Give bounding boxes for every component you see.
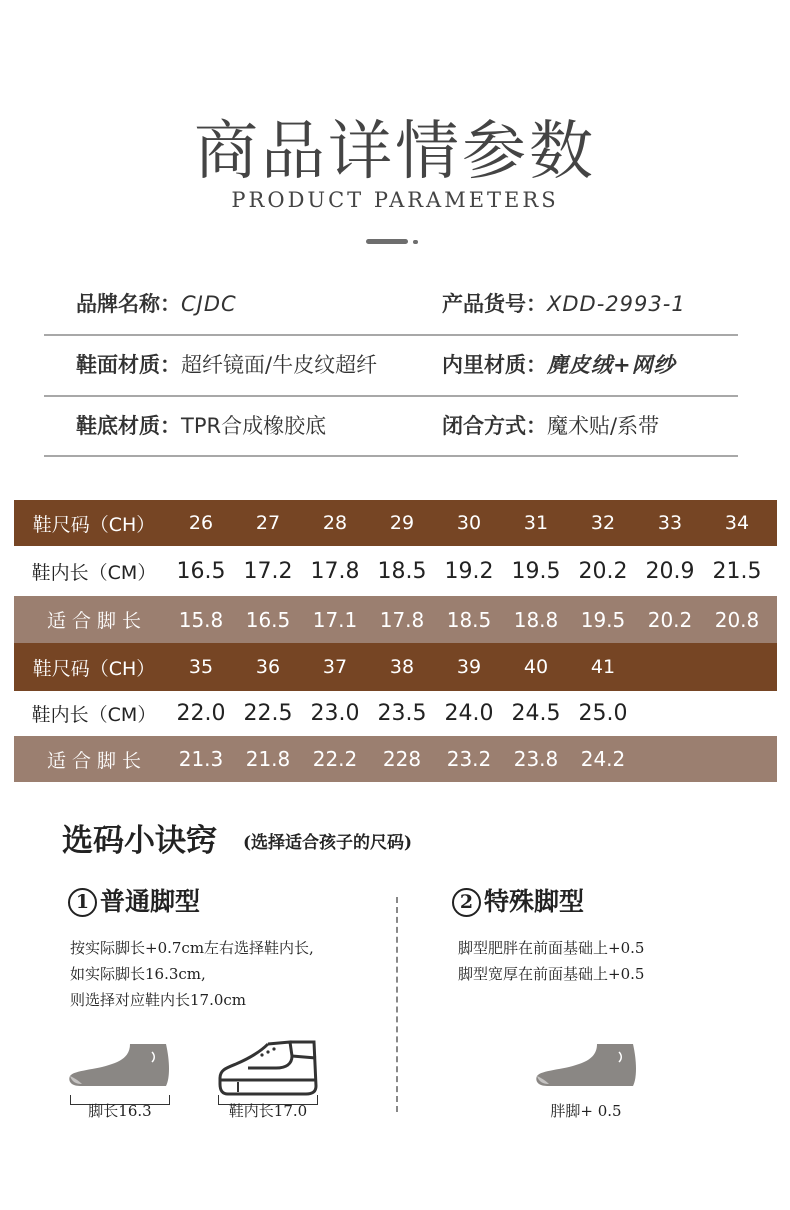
normal-foot-title-text: 普通脚型 <box>100 887 201 916</box>
normal-foot-notes <box>70 935 314 1013</box>
row-label: 适 合 脚 长 <box>46 610 142 632</box>
inner-length-cell: 21.5 <box>712 558 762 584</box>
inner-length-row <box>14 691 777 736</box>
param-label: 鞋面材质： <box>76 353 181 377</box>
title-divider <box>366 239 408 244</box>
foot-length-cell: 20.2 <box>647 607 693 632</box>
row-label: 适 合 脚 长 <box>46 749 142 772</box>
size-cell: 26 <box>188 512 214 534</box>
param-value: TPR合成橡胶底 <box>181 414 327 438</box>
param-row-3 <box>44 396 738 457</box>
foot-length-cell: 24.2 <box>580 747 626 771</box>
inner-length-cell: 17.2 <box>243 558 293 584</box>
size-cell: 34 <box>724 512 750 534</box>
param-label: 产品货号： <box>442 292 547 316</box>
size-cell: 31 <box>523 512 549 534</box>
param-row-2 <box>44 335 738 396</box>
foot-length-cell: 22.2 <box>312 747 358 771</box>
param-lining-material <box>442 335 676 396</box>
note-line: 脚型宽厚在前面基础上+0.5 <box>458 965 645 983</box>
inner-length-cell: 16.5 <box>176 558 226 584</box>
title-divider-dot <box>413 240 418 244</box>
inner-length-cell: 19.5 <box>511 558 561 584</box>
wide-foot-caption: 胖脚+ 0.5 <box>550 1102 622 1120</box>
note-line: 则选择对应鞋内长17.0cm <box>70 991 247 1009</box>
inner-length-cell: 20.2 <box>578 558 628 584</box>
special-foot-notes <box>458 935 644 987</box>
size-cell: 40 <box>523 656 549 678</box>
param-value: CJDC <box>181 292 237 316</box>
row-label: 鞋内长（CM） <box>31 704 157 726</box>
size-cell: 39 <box>456 656 482 678</box>
param-upper-material <box>76 335 377 396</box>
param-value: 超纤镜面/牛皮纹超纤 <box>181 353 378 377</box>
foot-length-cell: 15.8 <box>178 607 224 632</box>
shoe-inner-caption: 鞋内长17.0 <box>228 1102 308 1120</box>
size-cell: 32 <box>590 512 616 534</box>
size-cell: 35 <box>188 656 214 678</box>
foot-length-cell: 17.8 <box>379 607 425 632</box>
foot-icon <box>66 1040 172 1096</box>
param-label: 品牌名称： <box>76 292 181 316</box>
param-label: 内里材质： <box>442 353 547 377</box>
foot-length-cell: 23.2 <box>446 747 492 771</box>
foot-length-row <box>14 596 777 643</box>
special-foot-title <box>452 882 584 918</box>
row-label: 鞋尺码（CH） <box>32 657 156 680</box>
param-sole-material <box>76 396 326 457</box>
section-divider <box>396 897 398 1112</box>
circled-number: 1 <box>68 888 97 917</box>
circled-number: 2 <box>452 888 481 917</box>
inner-length-cell: 23.0 <box>310 701 360 726</box>
inner-length-row <box>14 546 777 596</box>
row-label: 鞋内长（CM） <box>31 561 157 584</box>
param-value: XDD-2993-1 <box>547 292 686 316</box>
size-cell: 33 <box>657 512 683 534</box>
foot-length-cell: 21.8 <box>245 747 291 771</box>
foot-length-cell: 228 <box>382 747 422 771</box>
param-label: 闭合方式： <box>442 414 547 438</box>
size-cell: 28 <box>322 512 348 534</box>
row-label: 鞋尺码（CH） <box>32 513 156 536</box>
foot-length-cell: 17.1 <box>312 607 358 632</box>
size-row <box>14 500 777 546</box>
foot-length-cell: 18.8 <box>513 607 559 632</box>
inner-length-cell: 23.5 <box>377 701 427 726</box>
tips-title: 选码小诀窍 <box>62 823 217 859</box>
param-item-no <box>442 274 686 335</box>
foot-length-cell: 18.5 <box>446 607 492 632</box>
param-row-1 <box>44 274 738 335</box>
inner-length-cell: 24.0 <box>444 701 494 726</box>
normal-foot-title <box>68 882 200 918</box>
note-line: 如实际脚长16.3cm, <box>70 965 206 983</box>
param-divider <box>44 455 738 457</box>
inner-length-cell: 24.5 <box>511 701 561 726</box>
foot-length-cell: 21.3 <box>178 747 224 771</box>
param-label: 鞋底材质： <box>76 414 181 438</box>
param-value: 魔术贴/系带 <box>547 414 660 438</box>
note-line: 脚型肥胖在前面基础上+0.5 <box>458 939 645 957</box>
foot-length-cell: 23.8 <box>513 747 559 771</box>
size-cell: 37 <box>322 656 348 678</box>
size-cell: 27 <box>255 512 281 534</box>
inner-length-cell: 18.5 <box>377 558 427 584</box>
foot-icon <box>533 1040 639 1096</box>
foot-length-row <box>14 736 777 782</box>
size-cell: 38 <box>389 656 415 678</box>
param-value: 麂皮绒+网纱 <box>547 353 676 377</box>
param-brand <box>76 274 237 335</box>
tips-subtitle: (选择适合孩子的尺码) <box>243 833 413 853</box>
foot-length-caption: 脚长16.3 <box>88 1102 152 1120</box>
size-row <box>14 643 777 691</box>
foot-length-cell: 20.8 <box>714 607 760 632</box>
size-table <box>14 500 777 782</box>
foot-length-cell: 19.5 <box>580 607 626 632</box>
page-subtitle: PRODUCT PARAMETERS <box>231 188 559 212</box>
shoe-icon <box>218 1038 320 1102</box>
special-foot-title-text: 特殊脚型 <box>484 887 585 916</box>
inner-length-cell: 19.2 <box>444 558 494 584</box>
foot-length-cell: 16.5 <box>245 607 291 632</box>
size-cell: 41 <box>590 656 616 678</box>
param-closure <box>442 396 659 457</box>
inner-length-cell: 20.9 <box>645 558 695 584</box>
inner-length-cell: 22.5 <box>243 701 293 726</box>
size-cell: 36 <box>255 656 281 678</box>
page-title: 商品详情参数 <box>194 115 596 189</box>
size-cell: 29 <box>389 512 415 534</box>
inner-length-cell: 22.0 <box>176 701 226 726</box>
inner-length-cell: 17.8 <box>310 558 360 584</box>
size-cell: 30 <box>456 512 482 534</box>
note-line: 按实际脚长+0.7cm左右选择鞋内长, <box>70 939 314 957</box>
inner-length-cell: 25.0 <box>578 701 628 726</box>
